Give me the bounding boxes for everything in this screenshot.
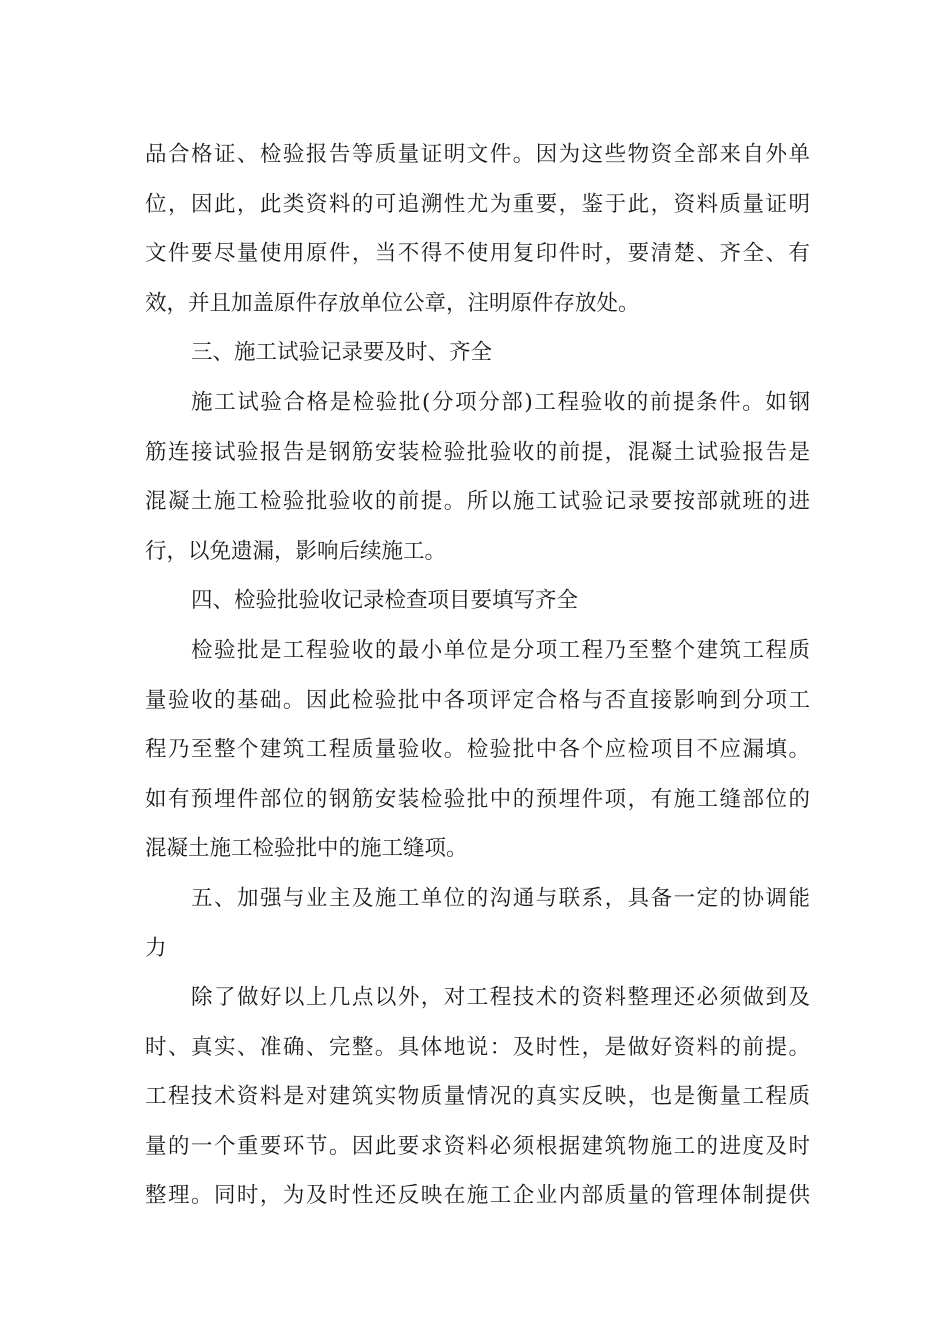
text-line: 施工试验合格是检验批(分项分部)工程验收的前提条件。如钢 [191,389,810,415]
section-heading-5-cont: 力 [145,935,167,961]
section-heading-5: 五、加强与业主及施工单位的沟通与联系，具备一定的协调能 [191,885,810,911]
text-line: 如有预埋件部位的钢筋安装检验批中的预埋件项，有施工缝部位的 [145,786,810,812]
text-line: 位，因此，此类资料的可追溯性尤为重要，鉴于此，资料质量证明 [145,191,810,217]
body-text [145,130,810,1221]
text-line: 文件要尽量使用原件，当不得不使用复印件时，要清楚、齐全、有 [145,241,810,267]
text-line: 时、真实、准确、完整。具体地说：及时性，是做好资料的前提。 [145,1034,810,1060]
text-line: 混凝土施工检验批中的施工缝项。 [145,836,468,862]
text-line: 工程技术资料是对建筑实物质量情况的真实反映，也是衡量工程质 [145,1084,810,1110]
text-line: 效，并且加盖原件存放单位公章，注明原件存放处。 [145,290,640,316]
section-heading-4: 四、检验批验收记录检查项目要填写齐全 [191,588,579,614]
text-line: 检验批是工程验收的最小单位是分项工程乃至整个建筑工程质 [191,637,810,663]
text-line: 行，以免遗漏，影响后续施工。 [145,538,447,564]
text-line: 混凝土施工检验批验收的前提。所以施工试验记录要按部就班的进 [145,489,810,515]
text-line: 程乃至整个建筑工程质量验收。检验批中各个应检项目不应漏填。 [145,737,810,763]
text-line: 量的一个重要环节。因此要求资料必须根据建筑物施工的进度及时 [145,1133,810,1159]
text-line: 除了做好以上几点以外，对工程技术的资料整理还必须做到及 [191,985,810,1011]
section-heading-3: 三、施工试验记录要及时、齐全 [191,340,493,366]
text-line: 品合格证、检验报告等质量证明文件。因为这些物资全部来自外单 [145,142,810,167]
text-line: 量验收的基础。因此检验批中各项评定合格与否直接影响到分项工 [145,687,810,713]
text-line: 整理。同时，为及时性还反映在施工企业内部质量的管理体制提供 [145,1183,810,1209]
text-line: 筋连接试验报告是钢筋安装检验批验收的前提，混凝土试验报告是 [145,439,810,465]
